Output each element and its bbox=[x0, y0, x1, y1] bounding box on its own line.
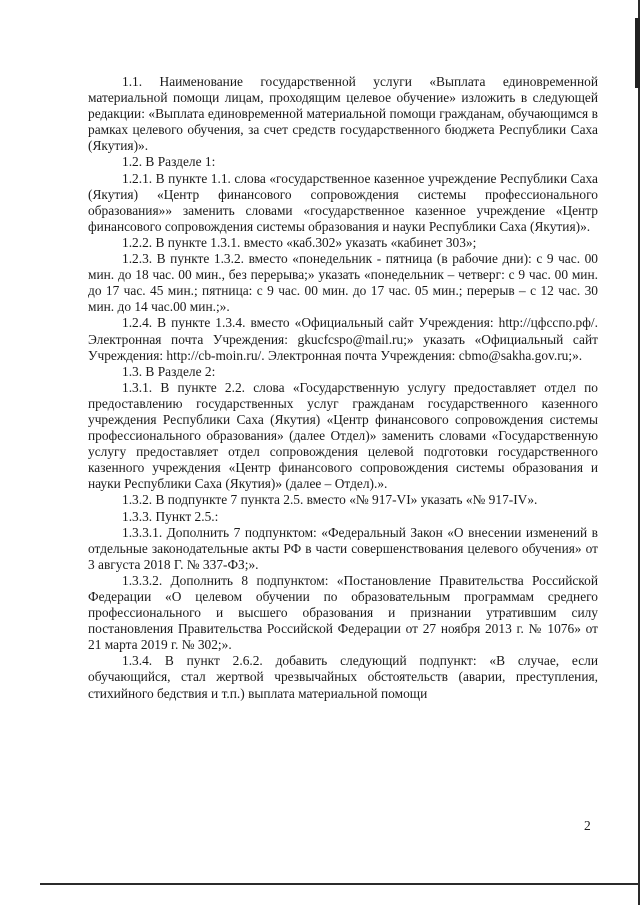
paragraph-1-3-2: 1.3.2. В подпункте 7 пункта 2.5. вместо «№ 917-VI» указать «№ 917-IV». bbox=[122, 492, 538, 508]
paragraph-1-3-3-2: 1.3.3.2. Дополнить 8 подпунктом: «Постановление Правительства Российской Федерации «О целевом обучении по образовательным программам среднего профессионального и высшего образования и признании утратившим силу постановления Правительства Российской Федерации от 27 ноября 2013 г. № 1076» от 21 марта 2019 г. № 302;». bbox=[88, 572, 598, 653]
paragraph-1-3-4: 1.3.4. В пункт 2.6.2. добавить следующий подпункт: «В случае, если обучающийся, стал жертвой чрезвычайных обстоятельств (аварии, преступления, стихийного бедствия и т.п.) выплата материальной помощи bbox=[88, 653, 598, 701]
paragraph-1-2-2: 1.2.2. В пункте 1.3.1. вместо «каб.302» указать «кабинет 303»; bbox=[122, 234, 477, 250]
scan-bottom-edge bbox=[40, 883, 640, 885]
paragraph-1-3: 1.3. В Разделе 2: bbox=[122, 363, 216, 379]
paragraph-1-1: 1.1. Наименование государственной услуги «Выплата единовременной материальной помощи лицам, проходящим целевое обучение» изложить в следующей редакции: «Выплата единовременной материальной помощи гражданам, обучающимся в рамках целевого обучения, за счет средств государственного бюджета Республики Саха (Якутия)». bbox=[88, 74, 598, 154]
paragraph-1-2-1: 1.2.1. В пункте 1.1. слова «государственное казенное учреждение Республики Саха (Якутия) «Центр финансового сопровождения системы профессионального образования»» заменить словами «государственное казенное учреждение «Центр финансового сопровождения системы образования и науки Республики Саха (Якутия)». bbox=[88, 170, 598, 234]
paragraph-1-3-1: 1.3.1. В пункте 2.2. слова «Государственную услугу предоставляет отдел по предоставлению государственных услуг гражданам государственного казенного учреждения Республики Саха (Якутия) «Центр финансового сопровождения системы профессионального образования» (далее Отдел)» заменить словами «Государственную услугу предоставляет отдел сопровождения целевой подготовки государственного казенного учреждения «Центр финансового сопровождения системы образования и науки Республики Саха (Якутия)» (далее – Отдел).». bbox=[88, 379, 598, 492]
paragraph-1-2: 1.2. В Разделе 1: bbox=[122, 154, 216, 170]
paragraph-1-2-4: 1.2.4. В пункте 1.3.4. вместо «Официальный сайт Учреждения: http://цфсспо.рф/. Электронная почта Учреждения: gkucfcspo@mail.ru;» указать «Официальный сайт Учреждения: http://cb-moin.ru/. Электронная почта Учреждения: cbmo@sakha.gov.ru;». bbox=[88, 315, 598, 363]
page-number: 2 bbox=[584, 818, 591, 833]
paragraph-1-3-3: 1.3.3. Пункт 2.5.: bbox=[122, 508, 219, 524]
scan-edge-mark bbox=[635, 18, 640, 88]
paragraph-1-3-3-1: 1.3.3.1. Дополнить 7 подпунктом: «Федеральный Закон «О внесении изменений в отдельные законодательные акты РФ в части совершенствования целевого обучения» от 3 августа 2018 Г. № 337-ФЗ;». bbox=[88, 524, 598, 572]
paragraph-1-2-3: 1.2.3. В пункте 1.3.2. вместо «понедельник - пятница (в рабочие дни): с 9 час. 00 мин. до 18 час. 00 мин., без перерыва;» указать «понедельник – четверг: с 9 час. 00 мин. до 17 час. 45 мин.; пятница: с 9 час. 00 мин. до 17 час. 05 мин.; перерыв – с 12 час. 30 мин. до 14 час.00 мин.;». bbox=[88, 251, 598, 315]
document-body bbox=[88, 74, 598, 702]
